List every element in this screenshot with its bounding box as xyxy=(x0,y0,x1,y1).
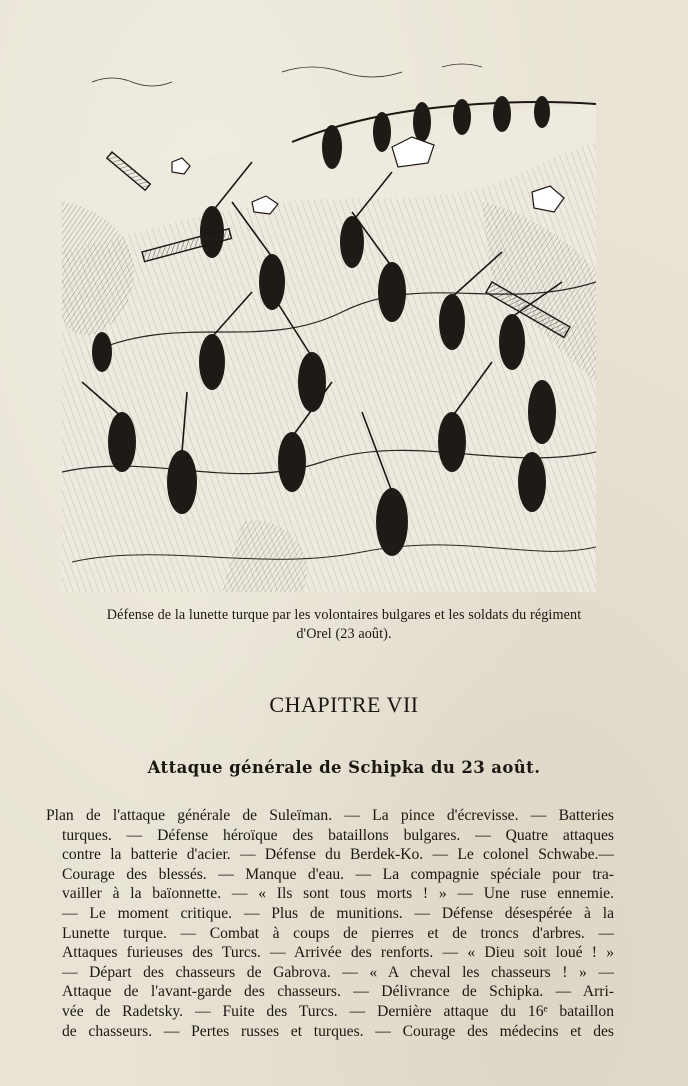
summary-line: vailler à la baïonnette. — « Ils sont tous morts ! » — Une ruse ennemie. xyxy=(62,885,614,903)
summary-line: vée de Radetsky. — Fuite des Turcs. — Dernière attaque du 16ᵉ bataillon xyxy=(62,1002,614,1020)
summary-line: Attaque de l'avant-garde des chasseurs. — Délivrance de Schipka. — Arri- xyxy=(62,983,614,1001)
chapter-title: Attaque générale de Schipka du 23 août. xyxy=(147,758,541,777)
illustration-caption xyxy=(44,606,644,644)
summary-line: Attaques furieuses des Turcs. — Arrivée des renforts. — « Dieu soit loué ! » xyxy=(62,944,614,962)
summary-line: de chasseurs. — Pertes russes et turques. — Courage des médecins et des xyxy=(62,1022,614,1040)
battle-illustration xyxy=(62,52,596,592)
summary-line: Lunette turque. — Combat à coups de pierres et de troncs d'arbres. — xyxy=(62,924,614,942)
summary-line: turques. — Défense héroïque des bataillons bulgares. — Quatre attaques xyxy=(62,826,614,844)
summary-line: — Départ des chasseurs de Gabrova. — « A cheval les chasseurs ! » — xyxy=(62,963,614,981)
chapter-label: CHAPITRE VII xyxy=(269,692,419,717)
summary-line: Courage des blessés. — Manque d'eau. — La compagnie spéciale pour tra- xyxy=(62,865,614,883)
chapter-summary xyxy=(46,806,614,1041)
battle-engraving-image xyxy=(62,52,596,592)
caption-line-2: d'Orel (23 août). xyxy=(296,626,392,642)
summary-line: Plan de l'attaque générale de Suleïman. — La pince d'écrevisse. — Batteries xyxy=(46,807,614,824)
summary-line: — Le moment critique. — Plus de munitions. — Défense désespérée à la xyxy=(62,904,614,922)
caption-line-1: Défense de la lunette turque par les volontaires bulgares et les soldats du régiment xyxy=(106,607,582,623)
summary-line: contre la batterie d'acier. — Défense du Berdek-Ko. — Le colonel Schwabe.— xyxy=(62,846,614,864)
